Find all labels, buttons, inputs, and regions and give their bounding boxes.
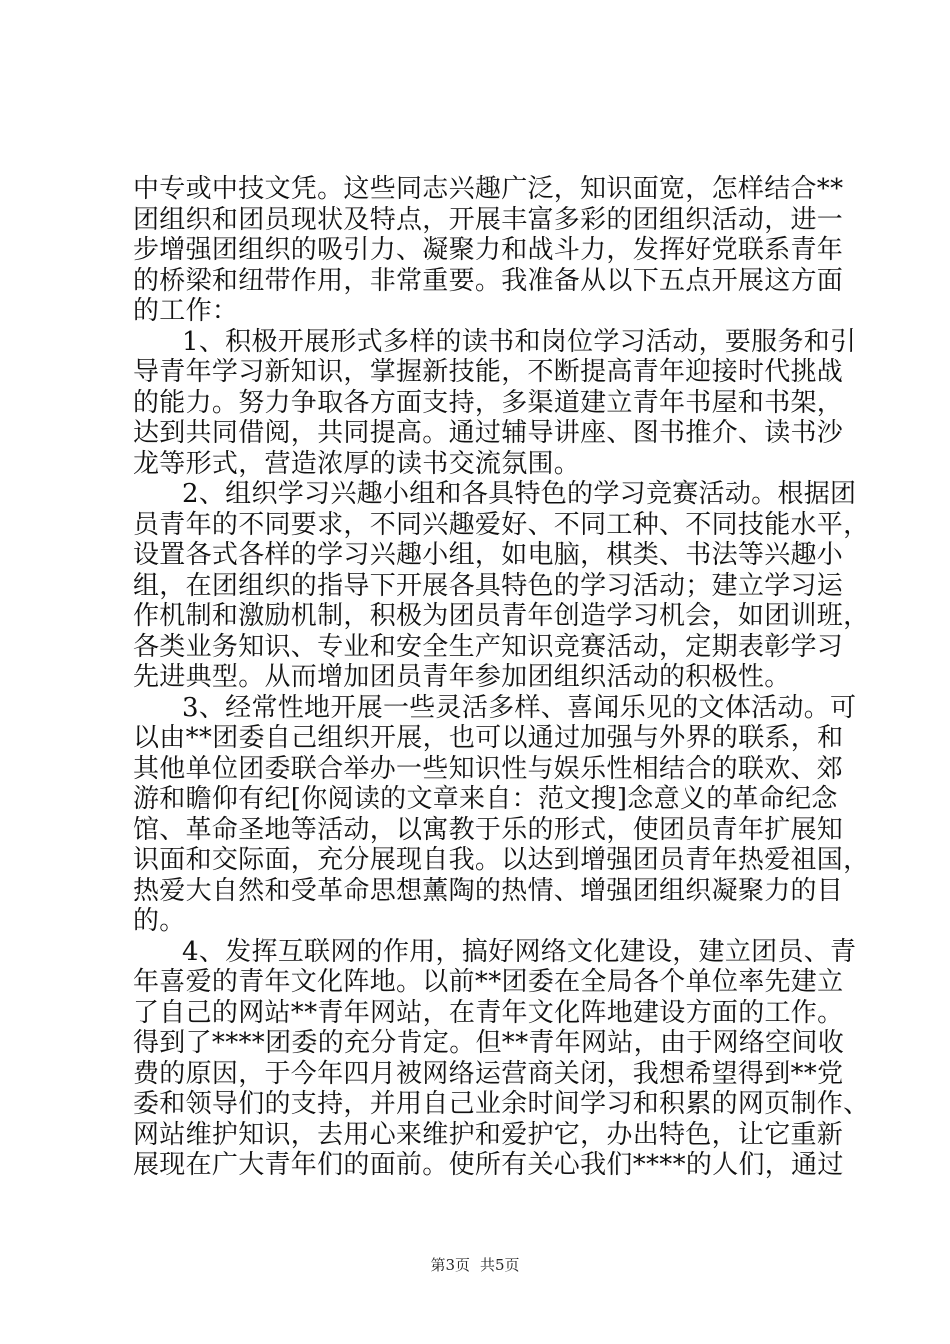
text-line: 的。 <box>133 906 186 936</box>
text-line: 组，在团组织的指导下开展各具特色的学习活动；建立学习运 <box>133 570 844 601</box>
text-line: 馆、革命圣地等活动，以寓教于乐的形式，使团员青年扩展知 <box>133 814 844 845</box>
text-line: 游和瞻仰有纪[你阅读的文章来自：范文搜]念意义的革命纪念 <box>133 784 838 814</box>
text-line: 3、经常性地开展一些灵活多样、喜闻乐见的文体活动。可 <box>182 692 857 723</box>
text-line: 1、积极开展形式多样的读书和岗位学习活动，要服务和引 <box>182 326 857 357</box>
text-line: 作机制和激励机制，积极为团员青年创造学习机会，如团训班， <box>133 601 870 631</box>
text-line: 步增强团组织的吸引力、凝聚力和战斗力，发挥好党联系青年 <box>133 235 844 265</box>
text-line: 以由**团委自己组织开展，也可以通过加强与外界的联系，和 <box>133 723 844 753</box>
text-line: 网站维护知识，去用心来维护和爱护它，办出特色，让它重新 <box>133 1119 844 1150</box>
text-line: 中专或中技文凭。这些同志兴趣广泛，知识面宽，怎样结合** <box>133 174 844 204</box>
page-total: 共5页 <box>480 1256 520 1274</box>
text-line: 费的原因，于今年四月被网络运营商关闭，我想希望得到**党 <box>133 1058 844 1089</box>
text-line: 各类业务知识、专业和安全生产知识竞赛活动，定期表彰学习 <box>133 631 844 662</box>
text-line: 龙等形式，营造浓厚的读书交流氛围。 <box>133 448 581 479</box>
text-line: 先进典型。从而增加团员青年参加团组织活动的积极性。 <box>133 662 791 692</box>
text-line: 年喜爱的青年文化阵地。以前**团委在全局各个单位率先建立 <box>133 967 844 997</box>
text-line: 委和领导们的支持，并用自己业余时间学习和积累的网页制作、 <box>133 1089 870 1119</box>
text-line: 导青年学习新知识，掌握新技能，不断提高青年迎接时代挑战 <box>133 357 844 387</box>
document-body <box>133 174 870 1181</box>
page-number: 第3页 <box>430 1256 470 1274</box>
text-line: 2、组织学习兴趣小组和各具特色的学习竞赛活动。根据团 <box>182 479 857 509</box>
page-footer <box>0 1254 950 1275</box>
text-line: 员青年的不同要求，不同兴趣爱好、不同工种、不同技能水平， <box>133 509 870 540</box>
text-line: 其他单位团委联合举办一些知识性与娱乐性相结合的联欢、郊 <box>133 753 844 784</box>
text-line: 得到了****团委的充分肯定。但**青年网站，由于网络空间收 <box>133 1028 845 1058</box>
text-line: 展现在广大青年们的面前。使所有关心我们****的人们，通过 <box>133 1150 844 1180</box>
text-line: 4、发挥互联网的作用，搞好网络文化建设，建立团员、青 <box>182 936 857 967</box>
text-line: 的能力。努力争取各方面支持，多渠道建立青年书屋和书架， <box>133 387 844 418</box>
text-line: 热爱大自然和受革命思想薰陶的热情、增强团组织凝聚力的目 <box>133 875 844 906</box>
text-line: 设置各式各样的学习兴趣小组，如电脑，棋类、书法等兴趣小 <box>133 540 844 570</box>
text-line: 了自己的网站**青年网站，在青年文化阵地建设方面的工作。 <box>133 997 844 1028</box>
text-line: 达到共同借阅，共同提高。通过辅导讲座、图书推介、读书沙 <box>133 418 844 448</box>
text-line: 的桥梁和纽带作用，非常重要。我准备从以下五点开展这方面 <box>133 265 844 296</box>
text-line: 的工作： <box>133 296 239 326</box>
text-line: 识面和交际面，充分展现自我。以达到增强团员青年热爱祖国， <box>133 845 870 875</box>
text-line: 团组织和团员现状及特点，开展丰富多彩的团组织活动，进一 <box>133 204 844 235</box>
